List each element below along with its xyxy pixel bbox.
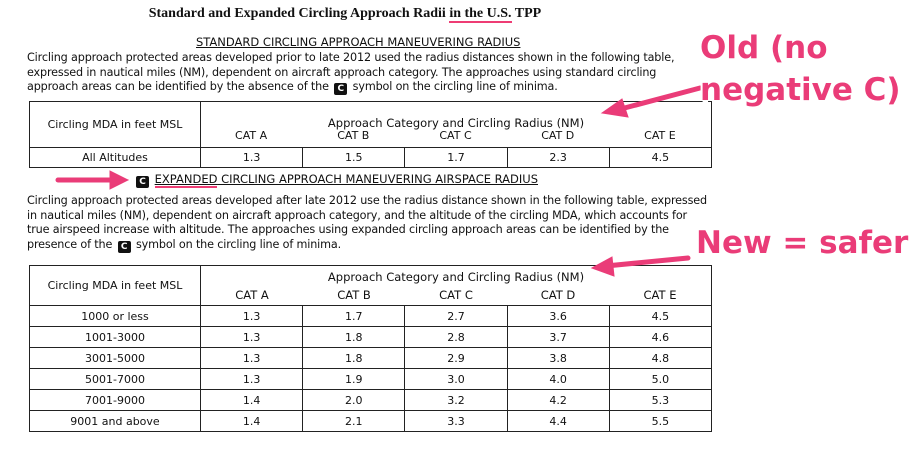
cat-label: CAT A [235,288,269,302]
value-cell: 1.4 [201,411,303,432]
value-cell: 4.5 [609,306,711,327]
value-cell: 1.9 [303,369,405,390]
value-cell: 5.5 [609,411,711,432]
value-cell: 4.4 [507,411,609,432]
row-label: 3001-5000 [30,348,201,369]
group-header-label: Approach Category and Circling Radius (NM) [327,115,585,130]
value-cell: 4.0 [507,369,609,390]
value-cell: 1.8 [303,327,405,348]
value-cell: 1.3 [201,306,303,327]
arrowhead-icon [592,257,614,276]
circling-c-symbol: C [118,241,131,253]
standard-para-line: Circling approach protected areas developed prior to late 2012 used the radius distances shown in the following table, [27,51,675,64]
value-cell: 3.0 [405,369,507,390]
para-text: approach areas can be identified by the absence of the [27,80,329,94]
value-cell: 3.2 [405,390,507,411]
para-text: symbol on the circling line of minima. [352,80,558,94]
cat-label: CAT D [540,288,576,302]
row-label: 1001-3000 [30,327,201,348]
title-highlight: in the U.S. [449,6,512,21]
row-label: 7001-9000 [30,390,201,411]
row-label: 9001 and above [30,411,201,432]
row-label: 1000 or less [30,306,201,327]
value-cell: 3.7 [507,327,609,348]
annotation-old-line: negative C) [700,72,901,108]
value-cell: 2.3 [507,148,609,168]
arrowhead-icon [602,99,628,117]
cat-label: CAT E [644,129,676,142]
cat-label: CAT A [235,129,268,142]
arrowhead-icon [110,171,128,189]
expanded-para-line: in nautical miles (NM), dependent on aircraft approach category, and the altitude of the circling MDA, which accounts for [27,208,687,222]
value-cell: 5.3 [609,390,711,411]
row-header-label: Circling MDA in feet MSL [47,118,183,131]
title-text: Standard and Expanded Circling Approach Radii [148,6,450,21]
value-cell: 2.9 [405,348,507,369]
value-cell: 4.5 [609,148,711,168]
expanded-para-line: Circling approach protected areas developed after late 2012 use the radius distance shown in the following table, expressed [27,194,707,207]
group-header-label: Approach Category and Circling Radius (NM) [327,270,585,284]
value-cell: 1.7 [303,306,405,327]
value-cell: 3.8 [507,348,609,369]
annotation-new: New = safer [696,225,909,261]
value-cell: 2.0 [303,390,405,411]
value-cell: 1.8 [303,348,405,369]
value-cell: 1.3 [201,148,303,168]
cat-label: CAT D [541,129,575,142]
row-header-label: Circling MDA in feet MSL [47,279,183,292]
circling-c-symbol: C [334,83,347,95]
cat-label: CAT C [439,288,473,302]
cat-label: CAT B [337,129,370,142]
annotation-old-line: Old (no [700,30,828,66]
value-cell: 1.3 [201,348,303,369]
cat-label: CAT E [643,288,677,302]
value-cell: 2.8 [405,327,507,348]
value-cell: 1.4 [201,390,303,411]
circling-c-symbol: C [136,176,149,188]
value-cell: 1.7 [405,148,507,168]
expanded-word: EXPANDED [154,172,218,186]
row-label: 5001-7000 [30,369,201,390]
value-cell: 4.6 [609,327,711,348]
cat-label: CAT B [337,288,371,302]
value-cell: 4.8 [609,348,711,369]
value-cell: 4.2 [507,390,609,411]
row-label: All Altitudes [82,151,148,164]
value-cell: 3.6 [507,306,609,327]
arrow-old [617,88,700,110]
value-cell: 1.3 [201,327,303,348]
expanded-heading-rest: CIRCLING APPROACH MANEUVERING AIRSPACE RADIUS [217,172,538,186]
value-cell: 2.7 [405,306,507,327]
para-text: presence of the [27,237,113,251]
title-suffix: TPP [511,6,542,21]
cat-label: CAT C [439,129,472,142]
standard-para-line: expressed in nautical miles (NM), dependent on aircraft approach category. The approaches using standard circling [27,65,657,79]
expanded-para-line: true airspeed increase with altitude. The approaches using expanded circling approach areas can be identified by the [27,223,669,237]
standard-heading: STANDARD CIRCLING APPROACH MANEUVERING RADIUS [196,35,521,49]
value-cell: 1.3 [201,369,303,390]
para-text: symbol on the circling line of minima. [136,237,341,251]
value-cell: 3.3 [405,411,507,432]
value-cell: 1.5 [303,148,405,168]
value-cell: 5.0 [609,369,711,390]
value-cell: 2.1 [303,411,405,432]
annotation-old [700,30,901,108]
arrow-new [606,258,688,266]
